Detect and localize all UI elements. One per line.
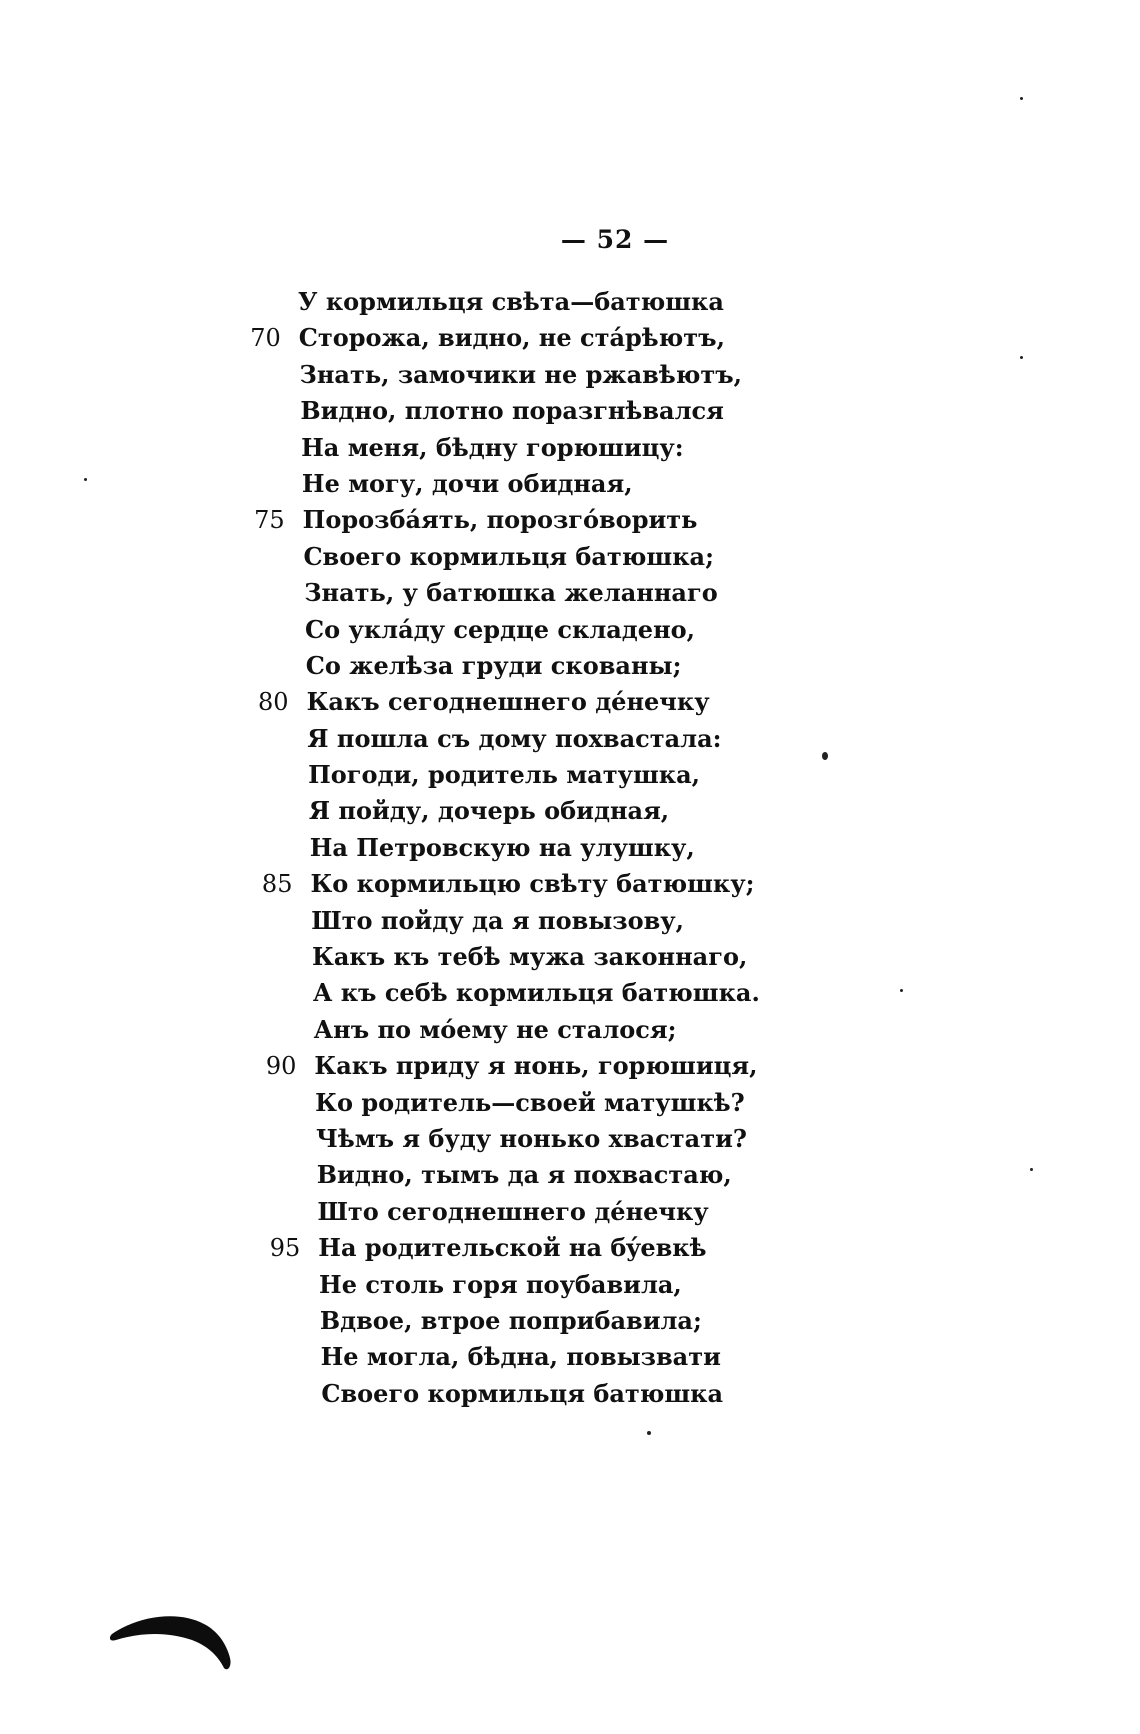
print-speck [1030, 1168, 1033, 1171]
page-number: — 52 — [560, 225, 670, 254]
verse-line [240, 1230, 800, 1266]
line-number: 70 [250, 324, 281, 353]
line-text: Сторожа, видно, не стáрѣютъ, [298, 323, 725, 353]
verse-line [240, 1048, 800, 1084]
verse-line [240, 648, 800, 684]
line-text: Ко родитель—своей матушкѣ? [315, 1087, 745, 1117]
line-text: Анъ по мóему не сталося; [313, 1014, 677, 1044]
print-speck [822, 752, 828, 760]
verse-line [240, 793, 800, 829]
line-text: Я пойду, дочерь обидная, [308, 796, 670, 826]
line-number: 75 [254, 506, 285, 535]
line-text: Видно, тымъ да я похвастаю, [316, 1160, 732, 1190]
print-speck [900, 989, 903, 992]
verse-line [240, 866, 800, 902]
verse-line [240, 357, 800, 393]
line-number: 95 [269, 1234, 301, 1263]
verse-line [240, 612, 800, 648]
line-text: На родительской на бýевкѣ [318, 1233, 707, 1263]
verse-block [240, 284, 800, 1412]
verse-line [240, 903, 800, 939]
line-text: На Петровскую на улушку, [309, 832, 695, 862]
line-text: А къ себѣ кормильця батюшка. [312, 978, 760, 1008]
print-speck [1020, 97, 1023, 100]
print-speck [647, 1431, 651, 1435]
line-text: Своего кормильця батюшка [321, 1378, 724, 1408]
verse-line [240, 1194, 800, 1230]
line-text: Какъ къ тебѣ мужа законнаго, [312, 942, 748, 972]
verse-line [240, 975, 800, 1011]
verse-line [240, 393, 800, 429]
print-speck [1020, 356, 1023, 359]
line-text: Не столь горя поубавила, [319, 1269, 682, 1299]
line-text: Со желѣза груди скованы; [305, 650, 682, 680]
ink-blot [108, 1610, 238, 1680]
line-number: 85 [261, 870, 293, 899]
verse-line [240, 1303, 800, 1339]
line-text: На меня, бѣдну горюшицу: [301, 432, 684, 462]
line-text: Знать, у батюшка желаннаго [304, 578, 718, 608]
line-text: Порозбáять, порозгóворить [302, 505, 698, 535]
verse-line [240, 539, 800, 575]
verse-line [240, 1085, 800, 1121]
verse-line [240, 830, 800, 866]
print-speck [84, 478, 87, 481]
line-text: Што пойду да я повызову, [311, 905, 685, 935]
line-text: Видно, плотно поразгнѣвался [300, 396, 724, 426]
line-text: Не могла, бѣдна, повызвати [320, 1342, 721, 1372]
verse-line [240, 466, 800, 502]
verse-line [240, 502, 800, 538]
verse-line [240, 1121, 800, 1157]
line-text: Чѣмъ я буду нонько хвастати? [315, 1123, 747, 1153]
verse-line [240, 684, 800, 720]
verse-line [240, 1012, 800, 1048]
verse-line [240, 575, 800, 611]
line-text: Што сегоднешнего дéнечку [317, 1196, 709, 1226]
verse-line [240, 1339, 800, 1375]
line-text: Знать, замочики не ржавѣютъ, [299, 359, 742, 389]
verse-line [240, 284, 800, 320]
verse-line [240, 1267, 800, 1303]
verse-line [240, 320, 800, 356]
verse-line [240, 939, 800, 975]
line-text: У кормильця свѣта—батюшка [298, 287, 724, 316]
line-number: 90 [265, 1052, 297, 1081]
line-text: Своего кормильця батюшка; [303, 541, 714, 571]
line-text: Не могу, дочи обидная, [301, 468, 633, 498]
line-text: Какъ приду я нонь, горюшиця, [314, 1051, 758, 1081]
verse-line [240, 757, 800, 793]
line-text: Со уклáду сердце складено, [305, 614, 695, 644]
verse-line [240, 1157, 800, 1193]
line-text: Какъ сегоднешнего дéнечку [306, 687, 710, 717]
verse-line [240, 1376, 800, 1412]
line-text: Вдвое, втрое поприбавила; [319, 1305, 702, 1335]
line-number: 80 [258, 688, 289, 717]
line-text: Погоди, родитель матушка, [308, 760, 700, 790]
verse-line [240, 430, 800, 466]
line-text: Ко кормильцю свѣту батюшку; [310, 869, 755, 899]
line-text: Я пошла съ дому похвастала: [307, 723, 722, 753]
verse-line [240, 721, 800, 757]
